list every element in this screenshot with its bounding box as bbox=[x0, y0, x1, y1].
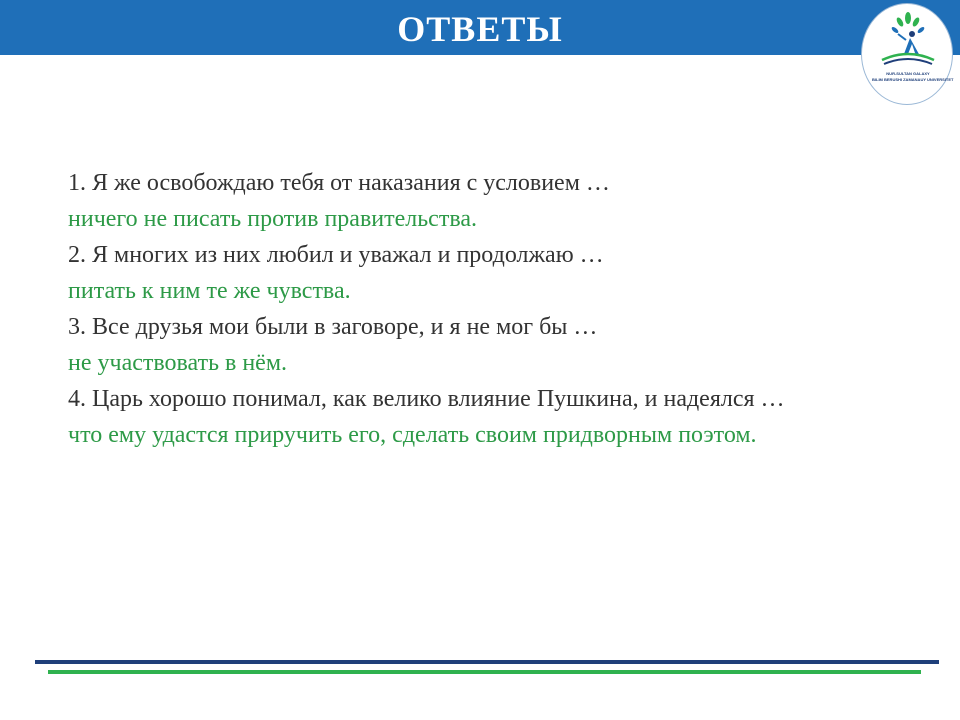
answer-3: не участвовать в нём. bbox=[68, 350, 288, 376]
question-3: 3. Все друзья мои были в заговоре, и я не мог бы … bbox=[68, 314, 598, 340]
answers-content bbox=[68, 165, 848, 453]
answer-4: что ему удастся приручить его, сделать своим придворным поэтом. bbox=[68, 422, 757, 448]
footer-rule-green bbox=[48, 670, 921, 674]
question-1: 1. Я же освобождаю тебя от наказания с условием … bbox=[68, 170, 610, 196]
question-4: 4. Царь хорошо понимал, как велико влияние Пушкина, и надеялся … bbox=[68, 386, 785, 412]
logo-text-line1: NUR-SULTAN GALAXY bbox=[886, 71, 930, 76]
answer-2: питать к ним те же чувства. bbox=[68, 278, 351, 304]
page-title: ОТВЕТЫ bbox=[397, 9, 563, 49]
logo-text-line2: BILIM BERUSHI ZAMANAUY UNIVERSITET bbox=[872, 77, 954, 82]
answer-1: ничего не писать против правительства. bbox=[68, 206, 477, 232]
university-logo-icon bbox=[861, 3, 953, 105]
question-2: 2. Я многих из них любил и уважал и продолжаю … bbox=[68, 242, 604, 268]
footer-rule-blue bbox=[35, 660, 939, 664]
